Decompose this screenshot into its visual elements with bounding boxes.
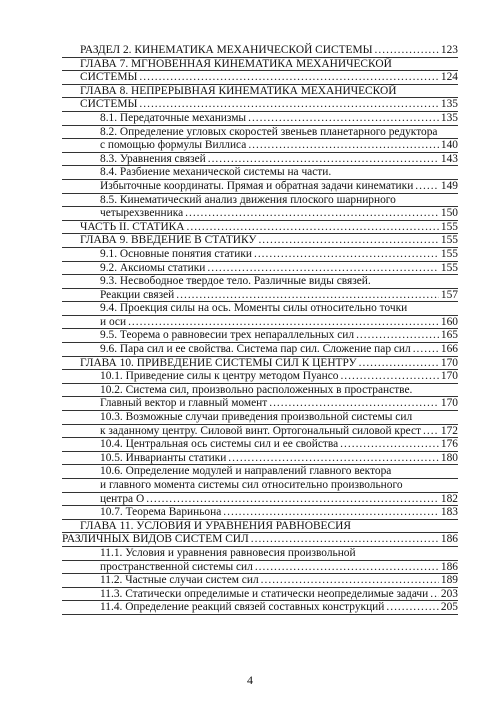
toc-entry-title: 9.6. Пара сил и ее свойства. Система пар сил. Сложение пар сил	[100, 343, 411, 356]
toc-entry	[62, 411, 458, 438]
toc-entry	[62, 275, 458, 302]
leader-dots	[254, 248, 439, 261]
toc-entry-title: ГЛАВА 8. НЕПРЕРЫВНАЯ КИНЕМАТИКА МЕХАНИЧЕСКОЙ	[80, 84, 397, 97]
toc-entry-title: 9.2. Аксиомы статики	[100, 261, 206, 274]
toc-page-number: 124	[440, 71, 458, 84]
leader-dots	[208, 153, 439, 166]
toc-page-number: 205	[440, 601, 458, 614]
toc-entry-title: Реакции связей	[100, 288, 175, 301]
toc-entry	[62, 221, 458, 235]
leader-dots	[185, 207, 439, 220]
toc-entry-title: 11.2. Частные случаи систем сил	[100, 574, 259, 587]
toc-page-number: 183	[440, 506, 458, 519]
toc-entry-title: 9.3. Несвободное твердое тело. Различные виды связей.	[100, 275, 371, 288]
toc-page-number: 186	[440, 533, 458, 546]
toc-entry	[62, 465, 458, 506]
toc-entry	[62, 588, 458, 602]
toc-entry-title: 9.1. Основные понятия статики	[100, 247, 252, 260]
toc-entry	[62, 234, 458, 248]
toc-page-number: 166	[440, 343, 458, 356]
toc-entry	[62, 438, 458, 452]
toc-entry-title: и оси	[100, 315, 127, 328]
leader-dots	[139, 71, 439, 84]
toc-entry-title: 11.3. Статически определимые и статически неопределимые задачи	[100, 587, 429, 600]
toc-entry-title: 11.1. Условия и уравнения равновесия произвольной	[100, 546, 356, 559]
toc-page-number: 203	[440, 587, 458, 600]
toc-entry-title: 10.5. Инварианты статики	[100, 451, 227, 464]
leader-dots	[340, 370, 438, 383]
leader-dots	[207, 262, 439, 275]
leader-dots	[223, 506, 439, 519]
toc-entry-title: 8.5. Кинематический анализ движения плоского шарнирного	[100, 193, 396, 206]
toc-entry-title: СИСТЕМЫ	[80, 71, 138, 84]
leader-dots	[228, 452, 439, 465]
toc-entry-title: пространственной системы сил	[100, 560, 253, 573]
toc-entry-title: 8.3. Уравнения связей	[100, 152, 206, 165]
toc-entry	[62, 601, 458, 615]
toc-entry-title: СИСТЕМЫ	[80, 98, 138, 111]
toc-page-number: 135	[440, 98, 458, 111]
leader-dots	[248, 139, 439, 152]
toc-entry-title: 11.4. Определение реакций связей составных конструкций	[100, 601, 385, 614]
toc-entry	[62, 302, 458, 329]
toc-entry-title: и главного момента системы сил относительно произвольного	[100, 479, 403, 491]
toc-entry	[62, 112, 458, 126]
leader-dots	[386, 601, 439, 614]
leader-dots	[413, 343, 439, 356]
toc-entry	[62, 452, 458, 466]
toc-entry	[62, 126, 458, 153]
toc-page-number: 180	[440, 451, 458, 464]
toc-entry-title: 8.4. Разбиение механической системы на части.	[100, 166, 332, 179]
toc-page-number: 155	[440, 261, 458, 274]
toc-entry	[62, 357, 458, 371]
leader-dots	[251, 533, 439, 546]
toc-entry	[62, 166, 458, 193]
toc-entry-title: 9.5. Теорема о равновесии трех непараллельных сил	[100, 329, 355, 342]
leader-dots	[415, 180, 439, 193]
leader-dots	[430, 588, 439, 601]
toc-entry	[62, 153, 458, 167]
leader-dots	[255, 561, 439, 574]
toc-page-number: 150	[440, 207, 458, 220]
toc-entry-title: 10.2. Система сил, произвольно расположенных в пространстве.	[100, 383, 413, 396]
leader-dots	[269, 397, 439, 410]
toc-entry	[62, 370, 458, 384]
toc-page-number: 123	[440, 44, 458, 56]
leader-dots	[248, 112, 439, 125]
toc-page-number: 165	[440, 329, 458, 342]
toc-entry	[62, 547, 458, 574]
toc-entry-title: ЧАСТЬ II. СТАТИКА	[80, 220, 185, 233]
toc-entry-title: РАЗДЕЛ 2. КИНЕМАТИКА МЕХАНИЧЕСКОЙ СИСТЕМЫ	[80, 44, 373, 56]
toc-entry-title: четырехзвенника	[100, 207, 184, 220]
toc-entry	[62, 343, 458, 357]
toc-entry-title: 10.4. Центральная ось системы сил и ее свойства	[100, 438, 339, 451]
toc-page-number: 135	[440, 111, 458, 124]
toc-entry-title: Избыточные координаты. Прямая и обратная задачи кинематики	[100, 179, 414, 192]
toc-entry	[62, 58, 458, 85]
toc-page-number: 140	[440, 139, 458, 152]
leader-dots	[423, 425, 439, 438]
toc-entry-title: ГЛАВА 7. МГНОВЕННАЯ КИНЕМАТИКА МЕХАНИЧЕСКОЙ	[80, 57, 392, 70]
toc-page-number: 172	[440, 424, 458, 437]
toc-page-number: 155	[440, 220, 458, 233]
leader-dots	[146, 493, 439, 506]
toc-entry	[62, 248, 458, 262]
toc-entry-title: 8.2. Определение угловых скоростей звеньев планетарного редуктора	[100, 125, 438, 138]
toc-page-number: 182	[440, 492, 458, 505]
leader-dots	[187, 221, 439, 234]
toc-entry	[62, 262, 458, 276]
toc-entry-title: 8.1. Передаточные механизмы	[100, 111, 247, 124]
toc-page-number: 149	[440, 179, 458, 192]
table-of-contents	[62, 44, 458, 615]
toc-entry-title: ГЛАВА 11. УСЛОВИЯ И УРАВНЕНИЯ РАВНОВЕСИЯ	[80, 519, 351, 532]
toc-page-number: 186	[440, 560, 458, 573]
toc-entry-title: к заданному центру. Силовой винт. Ортогональный силовой крест	[100, 424, 422, 437]
toc-entry-title: 10.6. Определение модулей и направлений главного вектора	[100, 465, 392, 478]
leader-dots	[375, 44, 439, 57]
toc-page-number: 160	[440, 315, 458, 328]
toc-entry	[62, 574, 458, 588]
leader-dots	[359, 357, 439, 370]
toc-entry	[62, 194, 458, 221]
toc-page-number: 155	[440, 247, 458, 260]
toc-entry-title: РАЗЛИЧНЫХ ВИДОВ СИСТЕМ СИЛ	[62, 533, 249, 546]
toc-entry-title: центра O	[100, 492, 145, 505]
leader-dots	[176, 289, 439, 302]
toc-entry-title: Главный вектор и главный момент	[100, 397, 268, 410]
toc-entry	[62, 384, 458, 411]
leader-dots	[356, 329, 439, 342]
toc-entry	[62, 44, 458, 58]
leader-dots	[128, 316, 439, 329]
toc-entry-title: 10.7. Теорема Вариньона	[100, 506, 222, 519]
toc-page-number: 170	[440, 356, 458, 369]
leader-dots	[139, 98, 439, 111]
toc-page-number: 170	[440, 397, 458, 410]
toc-entry-title: ГЛАВА 9. ВВЕДЕНИЕ В СТАТИКУ	[80, 234, 257, 247]
toc-page-number: 176	[440, 438, 458, 451]
leader-dots	[340, 438, 439, 451]
toc-page-number: 170	[440, 370, 458, 383]
toc-page-number: 143	[440, 152, 458, 165]
toc-entry-title: ГЛАВА 10. ПРИВЕДЕНИЕ СИСТЕМЫ СИЛ К ЦЕНТРУ	[80, 356, 357, 369]
toc-entry	[62, 329, 458, 343]
toc-entry-title: 10.1. Приведение силы к центру методом Пуансо	[100, 370, 339, 383]
toc-entry	[62, 85, 458, 112]
toc-page-number: 155	[440, 234, 458, 247]
toc-entry	[62, 506, 458, 520]
toc-page-number: 189	[440, 574, 458, 587]
toc-entry-title: с помощью формулы Виллиса	[100, 139, 247, 152]
leader-dots	[261, 574, 439, 587]
toc-page-number: 157	[440, 288, 458, 301]
toc-entry-title: 9.4. Проекция силы на ось. Моменты силы относительно точки	[100, 302, 408, 315]
leader-dots	[258, 234, 438, 247]
toc-entry-title: 10.3. Возможные случаи приведения произвольной системы сил	[100, 411, 413, 424]
page-number: 4	[247, 673, 253, 687]
toc-entry	[62, 520, 458, 547]
